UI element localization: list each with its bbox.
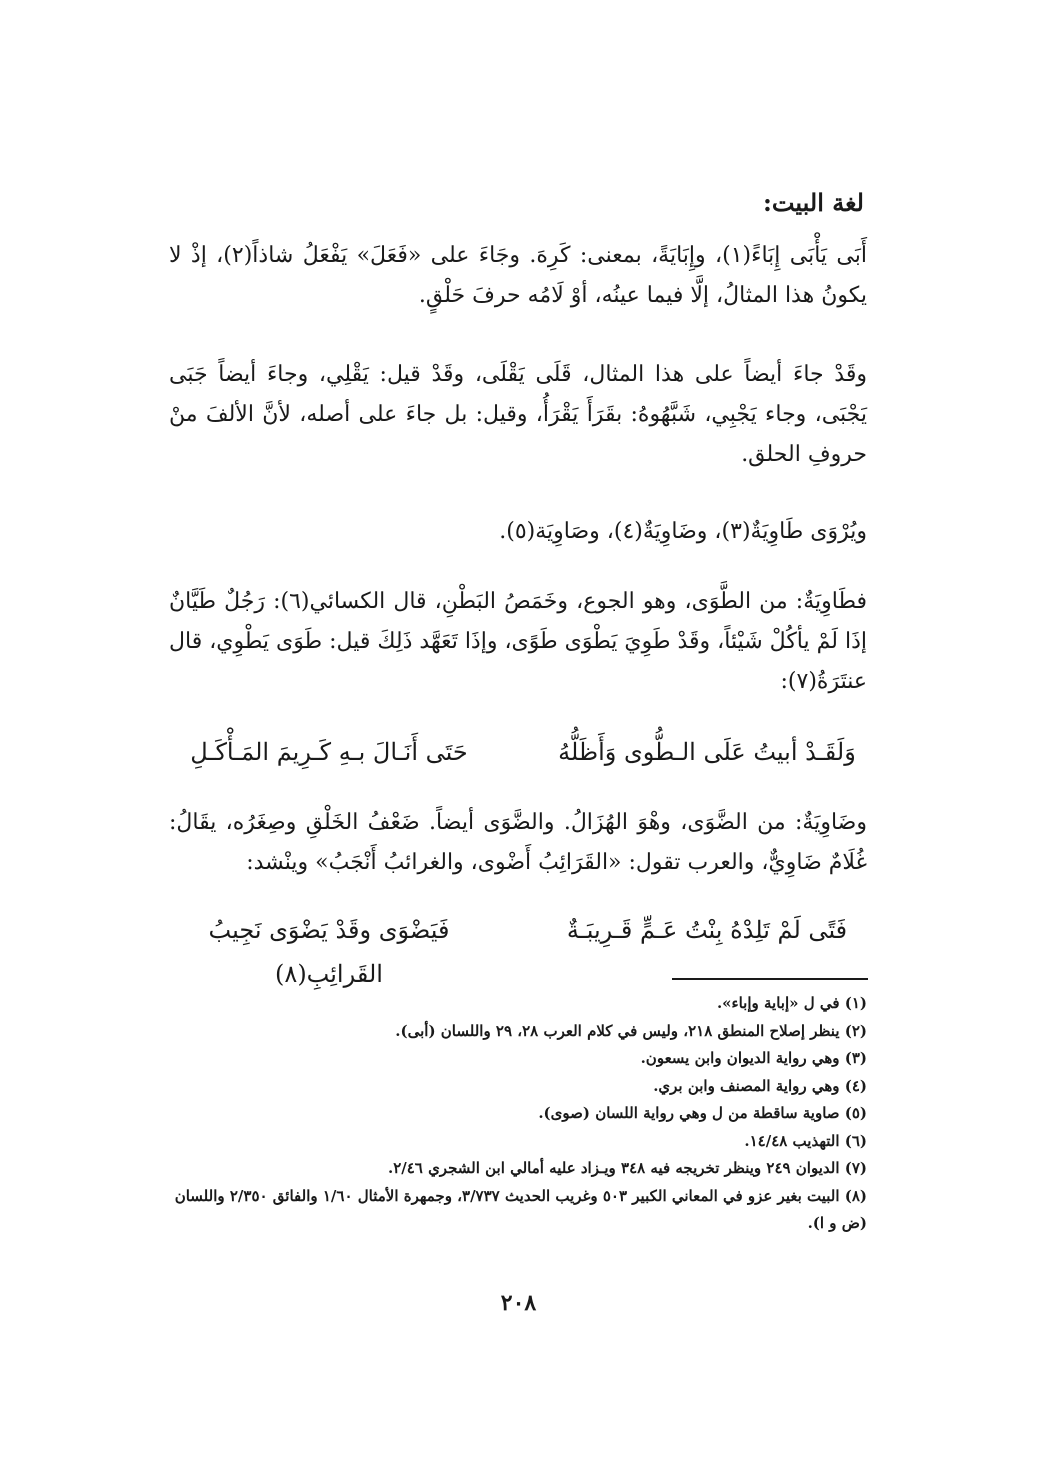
verse-antara (169, 730, 867, 774)
paragraph-4: فطَاوِيَةٌ: من الطَّوَى، وهو الجوع، وخَمَصُ البَطْنِ، قال الكسائي(٦): رَجُلٌ طَيَّانٌ إذَا لَمْ يأكُلْ شَيْئاً، وقَدْ طَوِيَ يَطْوَى طَوًى، وإذَا تَعَهَّد ذَلِكَ قيل: طَوَى يَطْوِي، قال عنتَرَةُ(٧): (169, 589, 868, 694)
verse-proverb (169, 908, 867, 996)
footnotes-list (162, 990, 867, 1238)
footnote: (٤) وهي رواية المصنف وابن بري. (653, 1076, 867, 1095)
paragraph-3: ويُرْوَى طَاوِيَةٌ(٣)، وضَاوِيَةٌ(٤)، وصَاوِيَة(٥). (499, 519, 867, 544)
footnote: (٣) وهي رواية الديوان وابن يسعون. (640, 1049, 867, 1067)
paragraph-1: أَبَى يَأْبَى إِبَاءً(١)، وإِبَايَةً، بمعنى: كَرِهَ. وجَاءَ على «فَعَلَ» يَفْعَلُ شاذاً(٢)، إذْ لا يكونُ هذا المثالُ، إلَّا فيما عينُه، أوْ لَامُه حرفَ حَلْقٍ. (169, 243, 867, 308)
footnote: (٨) البيت بغير عزو في المعاني الكبير ٥٠٣ وغريب الحديث ٣/٧٣٧، وجمهرة الأمثال ١/٦٠ والفائق ٢/٣٥٠ واللسان (ض و ا). (174, 1186, 867, 1232)
footnote: (٥) صاوية ساقطة من ل وهي رواية اللسان (صوى). (538, 1104, 867, 1122)
footnote-divider (672, 978, 868, 980)
verse-second-hemistich: حَتَى أَنَـالَ بـهِ كَـرِيمَ المَـأْكَـلِ (190, 738, 468, 766)
paragraph-2: وقَدْ جاءَ أيضاً على هذا المثال، قَلَى يَقْلَى، وقَدْ قيل: يَقْلِي، وجاءَ أيضاً جَبَى يَجْبَى، وجاء يَجْبِي، شَبَّهُوهُ: بقَرَأَ يَقْرَأُ، وقيل: بل جاءَ على أصله، لأنَّ الألفَ منْ حروفِ الحلق. (169, 362, 867, 467)
footnote: (٦) التهذيب ١٤/٤٨. (744, 1131, 867, 1150)
verse-first-hemistich: وَلَقَـدْ أبيتُ عَلَى الـطُّوى وَأَظَلُّهُ (558, 738, 856, 766)
footnote: (١) في ل «إباية وإباء». (716, 994, 867, 1012)
page-number: ٢٠٨ (500, 1290, 537, 1316)
section-heading: لغة البيت: (762, 188, 864, 217)
paragraph-5: وضَاوِيَةٌ: من الضَّوَى، وهْوَ الهُزَالُ. والضَّوَى أيضاً. ضَعْفُ الخَلْقِ وصِغَرُه، يقَالُ: غُلَامٌ ضَاوِيٌّ، والعرب تقول: «القَرَائِبُ أَضْوى، والغرائبُ أَنْجَبُ» وينْشد: (169, 810, 867, 875)
verse-second-hemistich: فَيَضْوَى وقَدْ يَضْوَى نَجِيبُ القَرائِبِ(٨) (208, 916, 450, 988)
footnote: (٢) ينظر إصلاح المنطق ٢١٨، وليس في كلام العرب ٢٨، ٢٩ واللسان (أبى). (395, 1021, 867, 1040)
footnote: (٧) الديوان ٢٤٩ وينظر تخريجه فيه ٣٤٨ ويـزاد عليه أمالي ابن الشجري ٢/٤٦. (387, 1159, 867, 1177)
verse-first-hemistich: فَتًى لَمْ تَلِدْهُ بِنْتُ عَـمٍّ قَـرِيبَـةٌ (566, 916, 848, 944)
